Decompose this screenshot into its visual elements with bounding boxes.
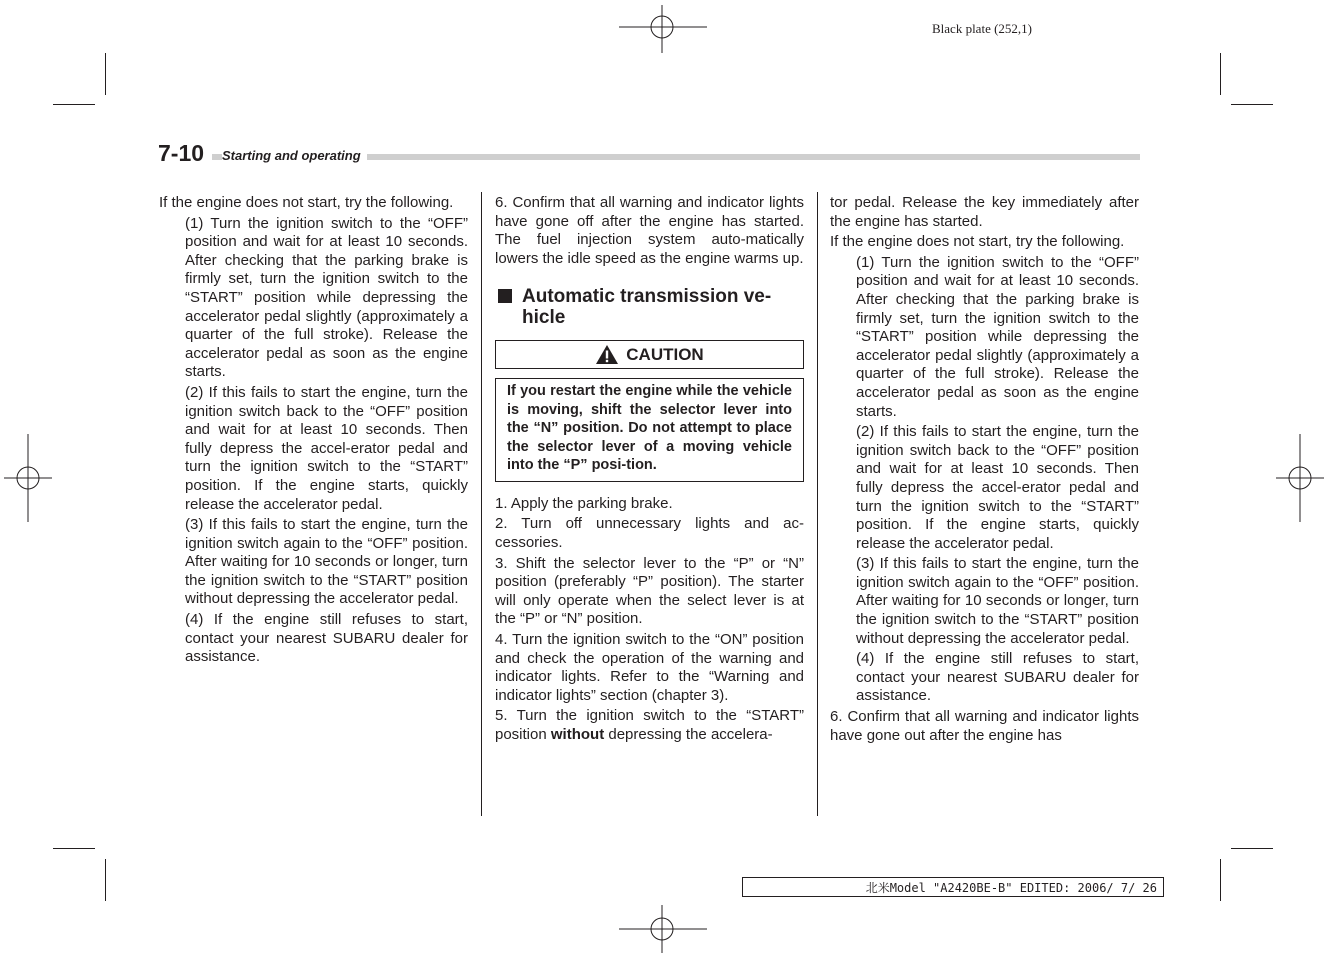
caution-header — [495, 340, 804, 369]
list-item: (3) If this fails to start the engine, turn the ignition switch again to the “OFF” position. After waiting for 10 seconds or longer, turn the ignition switch to the “START” position without depressing the accelerator pedal. — [185, 516, 468, 608]
paragraph: tor pedal. Release the key immediately after the engine has started. — [830, 194, 1139, 230]
caution-body: If you restart the engine while the vehicle is moving, shift the selector lever into the “N” position. Do not attempt to place the selector lever of a moving vehicle into the “P” posi-tion. — [495, 378, 804, 482]
heading-text: Automatic transmission ve-hicle — [522, 286, 772, 329]
list-item: (4) If the engine still refuses to start, contact your nearest SUBARU dealer for assistance. — [856, 650, 1139, 705]
caution-label: CAUTION — [626, 344, 704, 364]
list-item: 3. Shift the selector lever to the “P” or “N” position (preferably “P” position). The starter will only operate when the select lever is at the “P” or “N” position. — [495, 554, 804, 628]
list-item: (2) If this fails to start the engine, turn the ignition switch back to the “OFF” position and wait for at least 10 seconds. Then fully depress the accel-erator pedal and turn the ignition switch to the “START” position. If the engine starts, quickly release the accelerator pedal. — [856, 423, 1139, 552]
step5-text: 5. Turn the ignition switch to the “START” position — [495, 707, 804, 743]
column-2 — [495, 194, 804, 745]
list-item: 1. Apply the parking brake. — [495, 494, 673, 512]
list-item: (3) If this fails to start the engine, turn the ignition switch again to the “OFF” position. After waiting for 10 seconds or longer, turn the ignition switch to the “START” position without depressing the accelerator pedal. — [856, 555, 1139, 647]
paragraph: 6. Confirm that all warning and indicator lights have gone off after the engine has started. The fuel injection system auto-matically lowers the idle speed as the engine warms up. — [495, 194, 804, 267]
paragraph: 6. Confirm that all warning and indicator lights have gone out after the engine has — [830, 708, 1139, 744]
list-item — [495, 707, 804, 744]
column-divider — [481, 192, 482, 816]
square-bullet-icon — [498, 289, 512, 303]
paragraph: If the engine does not start, try the following. — [159, 194, 454, 211]
paragraph: If the engine does not start, try the following. — [830, 233, 1125, 251]
list-item: 4. Turn the ignition switch to the “ON” position and check the operation of the warning and indicator lights. Refer to the “Warning and indicator lights” section (chapter 3). — [495, 631, 804, 704]
list-item: 2. Turn off unnecessary lights and ac-cessories. — [495, 515, 804, 552]
step5-text-end: depressing the accelera- — [604, 726, 773, 743]
section-title: Starting and operating — [222, 147, 367, 165]
step5-bold: without — [550, 726, 605, 743]
column-1 — [159, 194, 468, 667]
page-number: 7-10 — [158, 139, 212, 167]
footer-model-info: 北米Model "A2420BE-B" EDITED: 2006/ 7/ 26 — [742, 877, 1164, 897]
registration-mark-left — [4, 434, 52, 522]
list-item: (2) If this fails to start the engine, turn the ignition switch back to the “OFF” position and wait for at least 10 seconds. Then fully depress the accel-erator pedal and turn the ignition switch to the “START” position. If the engine starts, quickly release the accelerator pedal. — [185, 383, 468, 513]
section-heading — [495, 286, 804, 328]
column-divider — [817, 192, 818, 816]
registration-mark-right — [1276, 434, 1324, 522]
list-item: (1) Turn the ignition switch to the “OFF” position and wait for at least 10 seconds. After checking that the parking brake is firmly set, turn the ignition switch to the “START” position while depressing the accelerator pedal slightly (approximately a quarter of the full stroke). Release the accelerator pedal as soon as the engine starts. — [185, 214, 468, 381]
registration-mark-bottom — [619, 905, 707, 953]
column-3 — [830, 194, 1139, 745]
list-item: (4) If the engine still refuses to start, contact your nearest SUBARU dealer for assistance. — [185, 611, 468, 666]
registration-mark-top — [619, 5, 707, 53]
warning-triangle-icon — [595, 344, 619, 365]
list-item: (1) Turn the ignition switch to the “OFF” position and wait for at least 10 seconds. After checking that the parking brake is firmly set, turn the ignition switch to the “START” position while depressing the accelerator pedal slightly (approximately a quarter of the full stroke). Release the accelerator pedal as soon as the engine starts. — [856, 253, 1139, 420]
plate-label: Black plate (252,1) — [932, 21, 1032, 36]
